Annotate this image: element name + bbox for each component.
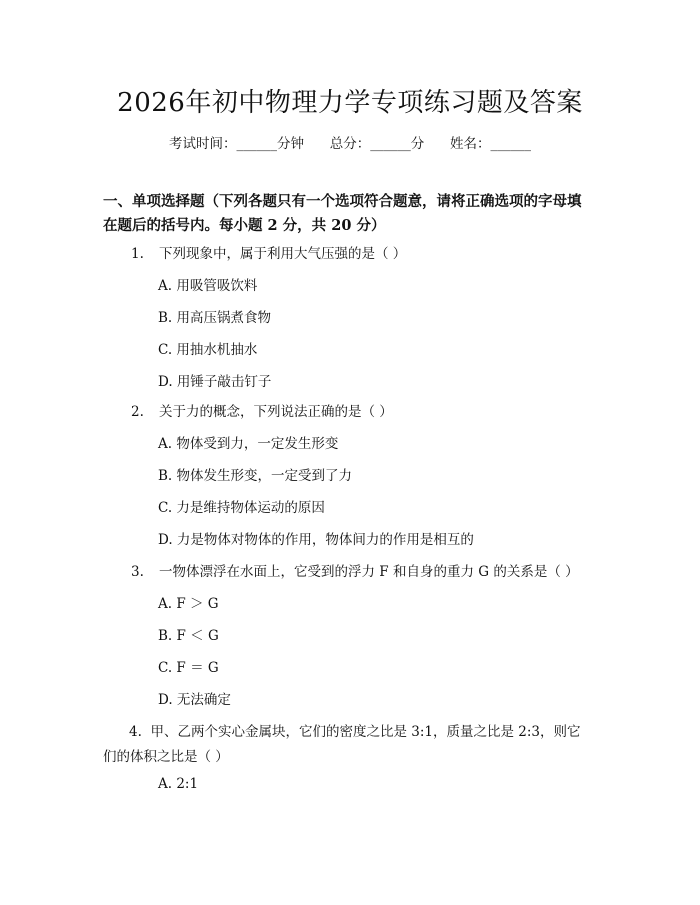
exam-info-line: 考试时间：______分钟 总分：______分 姓名：______ [169, 136, 531, 152]
question-2 [131, 402, 393, 422]
question-text: 一物体漂浮在水面上，它受到的浮力 F 和自身的重力 G 的关系是（ ） [159, 564, 579, 580]
question-number: 2. [131, 404, 144, 420]
option-3a: A. F ＞ G [158, 596, 219, 612]
option-1a: A. 用吸管吸饮料 [158, 278, 258, 294]
option-3c: C. F ＝ G [158, 660, 219, 676]
option-1b: B. 用高压锅煮食物 [158, 310, 272, 326]
option-4a: A. 2:1 [158, 776, 199, 792]
question-number: 1. [131, 246, 144, 262]
question-number: 4. [129, 724, 142, 740]
question-number: 3. [131, 564, 144, 580]
option-1c: C. 用抽水机抽水 [158, 342, 258, 358]
option-2c: C. 力是维持物体运动的原因 [158, 500, 325, 516]
question-4 [103, 720, 593, 770]
option-2a: A. 物体受到力，一定发生形变 [158, 436, 339, 452]
option-3b: B. F ＜ G [158, 628, 219, 644]
question-3 [131, 562, 579, 582]
question-text: 关于力的概念，下列说法正确的是（ ） [159, 404, 393, 420]
question-text: 甲、乙两个实心金属块，它们的密度之比是 3:1，质量之比是 2:3，则它们的体积之比是（ ） [103, 724, 581, 765]
option-1d: D. 用锤子敲击钉子 [158, 374, 272, 390]
option-2d: D. 力是物体对物体的作用，物体间力的作用是相互的 [158, 532, 474, 548]
section-heading: 一、单项选择题（下列各题只有一个选项符合题意，请将正确选项的字母填在题后的括号内。每小题 2 分，共 20 分） [103, 193, 582, 234]
option-2b: B. 物体发生形变，一定受到了力 [158, 468, 353, 484]
option-3d: D. 无法确定 [158, 692, 231, 708]
question-1 [131, 244, 406, 264]
page-title: 2026年初中物理力学专项练习题及答案 [117, 88, 583, 118]
question-text: 下列现象中，属于利用大气压强的是（ ） [159, 246, 407, 262]
